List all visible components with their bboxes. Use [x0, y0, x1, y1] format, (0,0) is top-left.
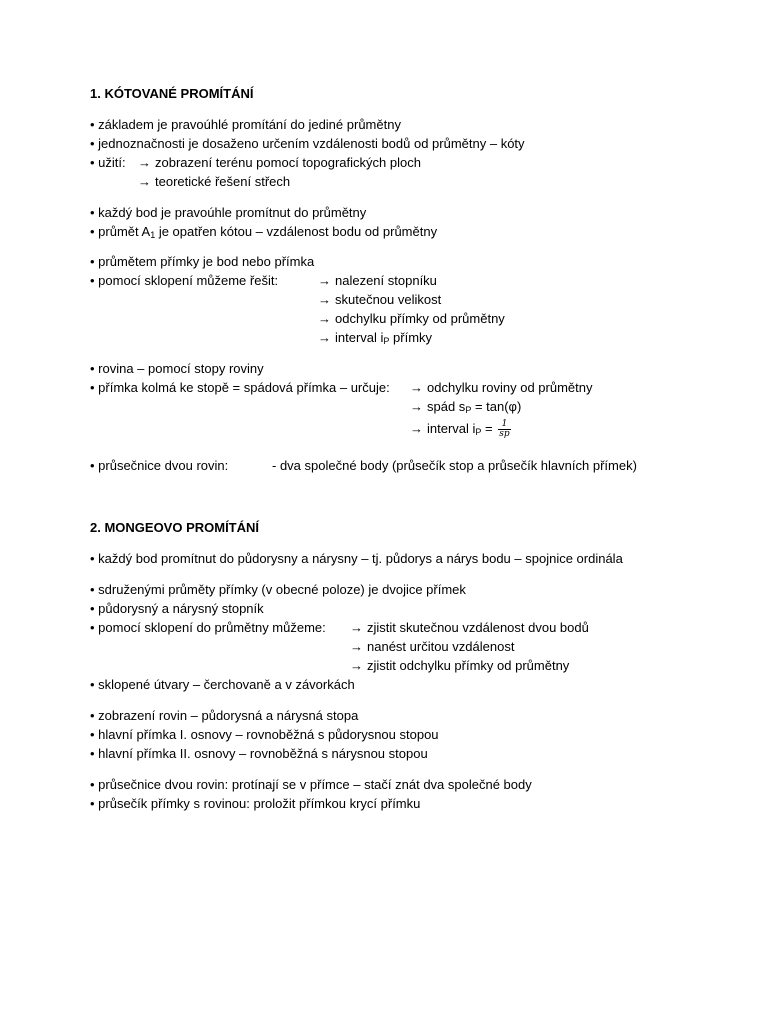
list-item — [90, 155, 126, 171]
list-item: • rovina – pomocí stopy roviny — [90, 361, 264, 376]
list-item: • průsečnice dvou rovin: protínají se v přímce – stačí znát dva společné body — [90, 777, 532, 792]
arrow-icon: → — [350, 658, 363, 673]
list-item: • průmět $A_1$ je opatřen kótou – vzdálenost bodu od průmětny — [90, 224, 438, 240]
section-2-heading: 2. MONGEOVO PROMÍTÁNÍ — [90, 520, 260, 535]
list-item: • hlavní přímka I. osnovy – rovnoběžná s půdorysnou stopou — [90, 727, 439, 742]
list-sub-item: → nanést určitou vzdálenost — [350, 639, 515, 654]
fraction: $\frac{1}{sp}$ — [499, 419, 510, 439]
list-item-value: - dva společné body (průsečík stop a průsečík hlavních přímek) — [272, 458, 637, 473]
list-item: • pomocí sklopení můžeme řešit: — [90, 273, 279, 288]
arrow-icon: → — [138, 174, 151, 189]
list-sub-item: → interval $i_P$ přímky — [318, 330, 433, 346]
list-sub-item: → zjistit skutečnou vzdálenost dvou bodů — [350, 620, 589, 635]
list-item: • každý bod promítnut do půdorysny a nárysny – tj. půdorys a nárys bodu – spojnice ordinála — [90, 551, 623, 566]
list-item: • sklopené útvary – čerchovaně a v závorkách — [90, 677, 355, 692]
section-1-heading: 1. KÓTOVANÉ PROMÍTÁNÍ — [90, 86, 254, 101]
list-item: • průmětem přímky je bod nebo přímka — [90, 254, 315, 269]
arrow-icon: → — [410, 399, 423, 414]
arrow-icon: → — [318, 273, 331, 288]
list-item-label: • užití: — [90, 155, 126, 170]
list-item: • půdorysný a nárysný stopník — [90, 601, 264, 616]
list-item: • jednoznačnosti je dosaženo určením vzdálenosti bodů od průmětny – kóty — [90, 136, 525, 151]
arrow-icon: → — [350, 620, 363, 635]
list-item: • základem je pravoúhlé promítání do jediné průmětny — [90, 117, 401, 132]
arrow-icon: → — [318, 311, 331, 326]
list-sub-item: → teoretické řešení střech — [138, 174, 291, 189]
list-sub-item: → zjistit odchylku přímky od průmětny — [350, 658, 570, 673]
list-sub-item: → nalezení stopníku — [318, 273, 437, 288]
list-sub-item: → spád $s_P = \tan(\varphi)$ — [410, 399, 522, 415]
list-item: • hlavní přímka II. osnovy – rovnoběžná s nárysnou stopou — [90, 746, 428, 761]
list-sub-item: → odchylku roviny od průmětny — [410, 380, 593, 395]
list-sub-item: → interval $i_P$ = $\frac{1}{sp}$ — [410, 419, 510, 439]
list-item: • průsečík přímky s rovinou: proložit přímkou krycí přímku — [90, 796, 421, 811]
list-item: • pomocí sklopení do průmětny můžeme: — [90, 620, 326, 635]
list-item: • sdruženými průměty přímky (v obecné poloze) je dvojice přímek — [90, 582, 466, 597]
list-item: • průsečnice dvou rovin: — [90, 458, 229, 473]
arrow-icon: → — [410, 380, 423, 395]
arrow-icon: → — [410, 420, 423, 436]
arrow-icon: → — [318, 330, 331, 345]
list-item: • zobrazení rovin – půdorysná a nárysná stopa — [90, 708, 359, 723]
arrow-icon: → — [350, 639, 363, 654]
list-sub-item: → odchylku přímky od průmětny — [318, 311, 505, 326]
list-sub-item: → zobrazení terénu pomocí topografických ploch — [138, 155, 421, 170]
arrow-icon: → — [318, 292, 331, 307]
list-item: • přímka kolmá ke stopě = spádová přímka – určuje: — [90, 380, 390, 395]
arrow-icon: → — [138, 155, 151, 170]
list-item: • každý bod je pravoúhle promítnut do průmětny — [90, 205, 367, 220]
list-sub-item: → skutečnou velikost — [318, 292, 442, 307]
